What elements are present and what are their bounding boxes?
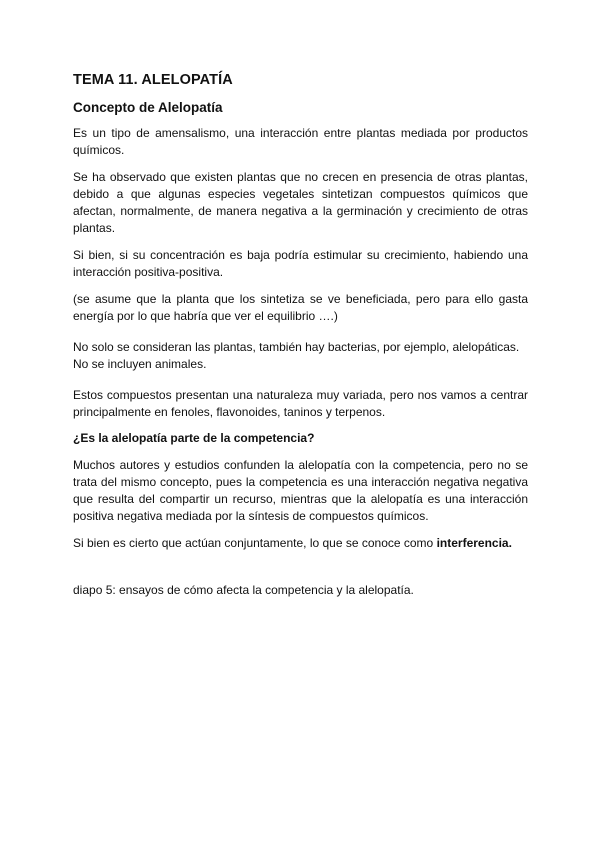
paragraph-organisms-line2: No se incluyen animales. bbox=[73, 357, 207, 371]
paragraph-interference-text: Si bien es cierto que actúan conjuntamente, lo que se conoce como bbox=[73, 536, 437, 550]
paragraph-compounds: Estos compuestos presentan una naturaleza muy variada, pero nos vamos a centrar principalmente en fenoles, flavonoides, taninos y terpenos. bbox=[73, 388, 528, 419]
paragraph-definition: Es un tipo de amensalismo, una interacción entre plantas mediada por productos químicos. bbox=[73, 126, 528, 157]
section-heading-competencia: ¿Es la alelopatía parte de la competencia? bbox=[73, 431, 315, 445]
paragraph-organisms bbox=[73, 339, 528, 373]
paragraph-organisms-line1: No solo se consideran las plantas, también hay bacterias, por ejemplo, alelopáticas. bbox=[73, 340, 520, 354]
interference-term: interferencia. bbox=[436, 536, 512, 550]
paragraph-energy-note: (se asume que la planta que los sintetiza se ve beneficiada, pero para ello gasta energía por lo que habría que ver el equilibrio ….) bbox=[73, 292, 528, 323]
paragraph-interference bbox=[73, 535, 528, 552]
paragraph-observation: Se ha observado que existen plantas que no crecen en presencia de otras plantas, debido a que algunas especies vegetales sintetizan compuestos químicos que afectan, normalmente, de manera negativa a la germinación y crecimiento de otras plantas. bbox=[73, 170, 528, 235]
document-page bbox=[73, 72, 528, 609]
section-heading-concepto: Concepto de Alelopatía bbox=[73, 100, 223, 115]
paragraph-competition: Muchos autores y estudios confunden la alelopatía con la competencia, pero no se trata del mismo concepto, pues la competencia es una interacción negativa negativa que resulta del compartir un recurso, mientras que la alelopatía es una interacción positiva negativa mediada por la síntesis de compuestos químicos. bbox=[73, 458, 528, 523]
slide-note: diapo 5: ensayos de cómo afecta la competencia y la alelopatía. bbox=[73, 583, 414, 597]
paragraph-concentration: Si bien, si su concentración es baja podría estimular su crecimiento, habiendo una interacción positiva-positiva. bbox=[73, 248, 528, 279]
document-title: TEMA 11. ALELOPATÍA bbox=[73, 72, 233, 88]
